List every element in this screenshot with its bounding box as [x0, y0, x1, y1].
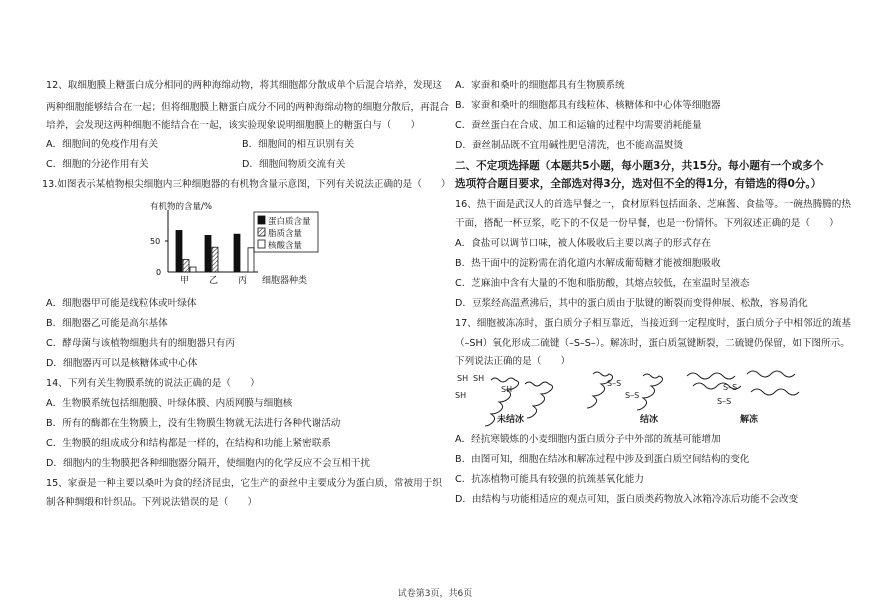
ss-label-3: S–S: [723, 383, 738, 392]
q14-option-d: D．细胞内的生物膜把各种细胞器分隔开，使细胞内的化学反应不会互相干扰: [46, 458, 370, 469]
q15-option-c: C．蚕丝蛋白在合成、加工和运输的过程中均需要消耗能量: [455, 120, 702, 131]
q14-option-a: A．生物膜系统包括细胞膜、叶绿体膜、内质网膜与细胞核: [46, 398, 293, 409]
bar-empty-甲: [190, 267, 196, 272]
q12-stem-line-1: 12、取细胞膜上糖蛋白成分相同的两种海绵动物，将其细胞都分散成单个后混合培养，发现这: [46, 80, 442, 91]
legend-swatch-empty: [258, 240, 265, 248]
chart-x-tick-label-丙: 丙: [238, 276, 248, 286]
sh-label-2: SH: [473, 374, 485, 383]
chart-y-tick-label-0: 0: [156, 268, 162, 277]
stage-label-thawed: 解冻: [740, 415, 759, 425]
q17-stem-line-2: （–SH）氧化形成二硫键（–S–S–）。解冻时，蛋白质氢键断裂，二硫键仍保留，如下图所示。: [455, 338, 850, 349]
page-footer: 试卷第3页，共6页: [397, 589, 473, 599]
q15-stem-line-2: 制各种绸缎和针织品。下列说法错误的是（ ）: [46, 497, 258, 508]
q17-option-b: B．由图可知，细胞在结冰和解冻过程中涉及到蛋白质空间结构的变化: [455, 454, 750, 465]
ss-label-2: S–S: [625, 391, 640, 400]
section-2-heading-line-2: 选项符合题目要求，全部选对得3分，选对但不全的得1分，有错选的得0分。）: [455, 178, 822, 190]
q12-option-b: B．细胞间的相互识别有关: [242, 139, 355, 150]
chart-y-tick-label-50: 50: [150, 237, 161, 246]
q17-option-d: D．由结构与功能相适应的观点可知，蛋白质类药物放入冰箱冷冻后功能不会改变: [455, 494, 799, 505]
legend-label-hatch: 脂质含量: [268, 229, 303, 239]
bar-solid-甲: [176, 230, 182, 272]
q17-option-a: A．经抗寒锻炼的小麦细胞内蛋白质分子中外部的巯基可能增加: [455, 434, 721, 445]
q13-stem: 13.如图表示某植物根尖细胞内三种细胞器的有机物含量示意图，下列有关说法正确的是（ ）: [42, 179, 451, 190]
sh-label-1: SH: [457, 374, 469, 383]
disulfide-bond-figure: [455, 370, 831, 428]
section-2-heading-line-1: 二、不定项选择题（本题共5小题，每小题3分，共15分。每小题有一个或多个: [455, 160, 824, 172]
q12-option-a: A．细胞间的免疫作用有关: [46, 139, 159, 150]
q17-stem-line-1: 17、细胞被冻冻时，蛋白质分子相互靠近，当接近到一定程度时，蛋白质分子中相邻近的巯基: [455, 318, 851, 329]
legend-swatch-hatch: [258, 228, 265, 236]
sh-label-4: SH: [455, 391, 467, 400]
sh-label-3: SH: [501, 385, 513, 394]
organelle-content-chart: [146, 196, 336, 294]
q16-option-c: C．芝麻油中含有大量的不饱和脂肪酸，其熔点较低，在室温时呈液态: [455, 278, 750, 289]
q16-option-a: A．食盐可以调节口味，被人体吸收后主要以离子的形式存在: [455, 238, 711, 249]
q12-stem-line-2: 两种细胞能够结合在一起；但将细胞膜上糖蛋白成分不同的两种海绵动物的细胞分散后，再混合: [46, 102, 449, 113]
bar-solid-乙: [205, 235, 211, 272]
q13-option-b: B．细胞器乙可能是高尔基体: [46, 318, 168, 329]
chart-x-label: 细胞器种类: [262, 276, 308, 286]
legend-label-solid: 蛋白质含量: [268, 217, 311, 227]
bar-hatch-甲: [183, 260, 189, 272]
q16-stem-line-1: 16、热干面是武汉人的首选早餐之一，食材原料包括面条、芝麻酱、食盐等。一碗热腾腾的热: [455, 199, 851, 210]
q16-option-b: B．热干面中的淀粉需在消化道内水解成葡萄糖才能被细胞吸收: [455, 258, 721, 269]
q16-option-d: D．豆浆经高温煮沸后，其中的蛋白质由于肽键的断裂而变得伸展、松散，容易消化: [455, 298, 808, 309]
chart-x-tick-label-甲: 甲: [180, 276, 190, 286]
bar-empty-丙: [248, 248, 254, 272]
q13-option-c: C．酵母菌与该植物细胞共有的细胞器只有丙: [46, 338, 235, 349]
q15-option-d: D．蚕丝制品既不宜用碱性肥皂清洗，也不能高温熨烫: [455, 140, 684, 151]
q13-option-a: A．细胞器甲可能是线粒体或叶绿体: [46, 298, 197, 309]
stage-label-frozen: 结冰: [640, 415, 659, 425]
bar-hatch-乙: [212, 247, 218, 272]
bar-solid-丙: [234, 234, 240, 272]
q15-stem-line-1: 15、家蚕是一种主要以桑叶为食的经济昆虫，它生产的蚕丝中主要成分为蛋白质，常被用于织: [46, 478, 442, 489]
ss-label-1: S–S: [607, 379, 622, 388]
q17-stem-line-3: 下列说法正确的是（ ）: [455, 356, 571, 367]
q14-option-b: B．所有的酶都在生物膜上，没有生物膜生物就无法进行各种代谢活动: [46, 418, 341, 429]
q16-stem-line-2: 干面，搭配一杯豆浆，吃下的不仅是一份早餐，也是一份情怀。下列叙述正确的是（ ）: [455, 218, 839, 229]
q13-option-d: D．细胞器丙可以是核糖体或中心体: [46, 358, 198, 369]
chart-y-label: 有机物的含量/%: [150, 202, 212, 212]
legend-label-empty: 核酸含量: [268, 241, 303, 251]
legend-swatch-solid: [258, 216, 265, 224]
q15-option-b: B．家蚕和桑叶的细胞都具有线粒体、核糖体和中心体等细胞器: [455, 100, 721, 111]
q12-stem-line-3: 培养，会发现这两种细胞不能结合在一起，该实验现象说明细胞膜上的糖蛋白与（ ）: [46, 120, 421, 131]
q12-option-d: D．细胞间物质交流有关: [242, 159, 346, 170]
q14-stem: 14、下列有关生物膜系统的说法正确的是（ ）: [46, 378, 260, 389]
q17-option-c: C．抗冻植物可能具有较强的抗巯基氧化能力: [455, 474, 644, 485]
q15-option-a: A．家蚕和桑叶的细胞都具有生物膜系统: [455, 80, 625, 91]
stage-label-unfrozen: 未结冰: [497, 415, 525, 425]
q12-option-c: C．细胞的分泌作用有关: [46, 159, 149, 170]
chart-x-tick-label-乙: 乙: [209, 276, 219, 286]
ss-label-4: S–S: [717, 397, 732, 406]
q14-option-c: C．生物膜的组成成分和结构都是一样的，在结构和功能上紧密联系: [46, 438, 331, 449]
protein-chain-thawed: [687, 371, 799, 395]
